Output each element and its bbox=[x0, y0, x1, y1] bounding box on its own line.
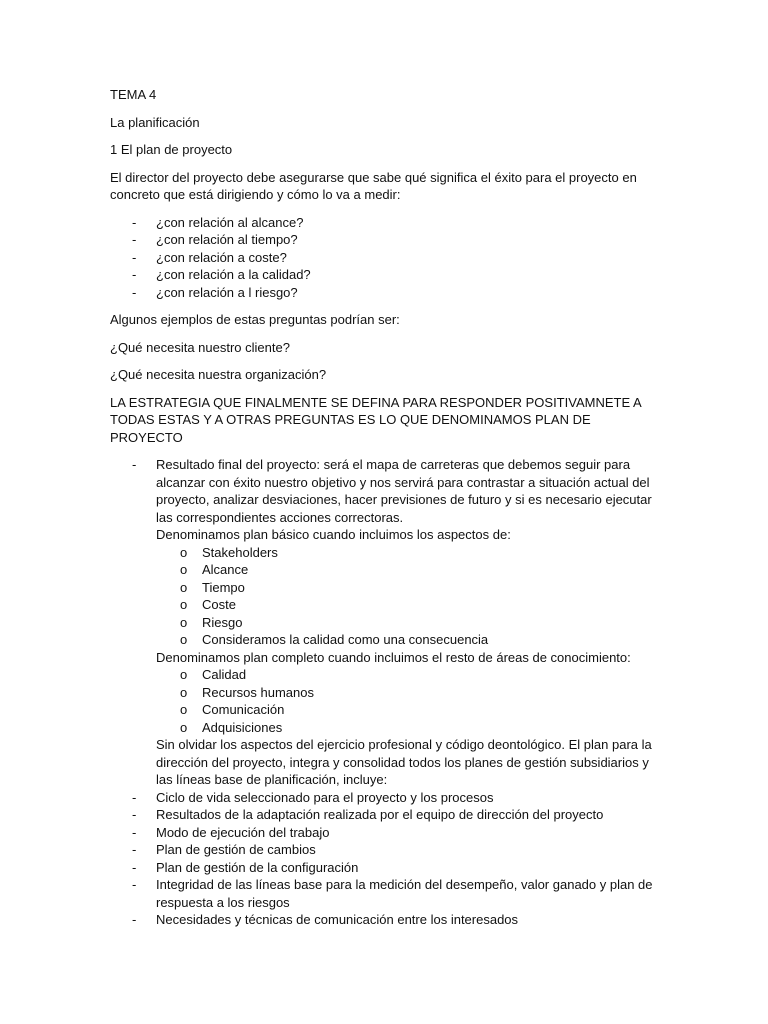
list-item bbox=[156, 579, 655, 597]
list-item-text: Alcance bbox=[202, 562, 249, 577]
list-item-text: Necesidades y técnicas de comunicación entre los interesados bbox=[156, 912, 519, 927]
circle-bullet: o bbox=[180, 562, 188, 577]
list-item bbox=[110, 841, 655, 859]
circle-bullet: o bbox=[180, 614, 188, 630]
intro-paragraph: El director del proyecto debe asegurarse que sabe qué significa el éxito para el proyecto en concreto que está dirigiendo y cómo lo va a medir: bbox=[110, 169, 637, 202]
list-item bbox=[156, 631, 655, 649]
list-item bbox=[156, 666, 655, 684]
list-item-text: Tiempo bbox=[202, 579, 245, 595]
section-heading: 1 El plan de proyecto bbox=[110, 142, 233, 157]
list-item-text: Resultados de la adaptación realizada por el equipo de dirección del proyecto bbox=[156, 807, 604, 822]
list-item-text: Calidad bbox=[202, 667, 247, 682]
dash-bullet: - bbox=[132, 232, 137, 247]
list-item-text: Modo de ejecución del trabajo bbox=[156, 824, 330, 840]
basic-plan-list bbox=[156, 544, 655, 649]
dash-bullet: - bbox=[132, 842, 137, 857]
complete-plan-intro: Denominamos plan completo cuando incluimos el resto de áreas de conocimiento: bbox=[156, 649, 631, 665]
circle-bullet: o bbox=[180, 684, 188, 700]
dash-bullet: - bbox=[132, 284, 137, 300]
list-item bbox=[110, 789, 655, 807]
list-item bbox=[110, 249, 655, 267]
question-text: ¿con relación al tiempo? bbox=[156, 232, 298, 247]
list-item bbox=[110, 284, 655, 302]
dash-bullet: - bbox=[132, 824, 137, 840]
list-item-text: Consideramos la calidad como una consecuencia bbox=[202, 632, 489, 647]
list-item bbox=[156, 596, 655, 614]
question-text: ¿con relación a coste? bbox=[156, 249, 287, 265]
circle-bullet: o bbox=[180, 597, 188, 612]
plan-details-list bbox=[110, 456, 655, 929]
list-item-text: Coste bbox=[202, 597, 236, 612]
list-item bbox=[110, 824, 655, 842]
list-item bbox=[156, 684, 655, 702]
strategy-paragraph: LA ESTRATEGIA QUE FINALMENTE SE DEFINA PARA RESPONDER POSITIVAMNETE A TODAS ESTAS Y A OTRAS PREGUNTAS ES LO QUE DENOMINAMOS PLAN DE PROYECTO bbox=[110, 394, 641, 445]
list-item-text: Plan de gestión de cambios bbox=[156, 842, 316, 857]
list-item bbox=[156, 614, 655, 632]
dash-bullet: - bbox=[132, 249, 137, 265]
question-text: ¿con relación a la calidad? bbox=[156, 267, 311, 282]
result-paragraph: Resultado final del proyecto: será el mapa de carreteras que debemos seguir para alcanzar con éxito nuestro objetivo y nos servirá para contrastar a situación actual del proyecto, analizar desviaciones, hacer previsiones de futuro y si es necesario ejecutar las correspondientes acciones correctoras. bbox=[156, 457, 652, 525]
examples-intro: Algunos ejemplos de estas preguntas podrían ser: bbox=[110, 312, 400, 327]
list-item bbox=[156, 701, 655, 719]
question-text: ¿con relación al alcance? bbox=[156, 214, 304, 230]
closing-paragraph: Sin olvidar los aspectos del ejercicio profesional y código deontológico. El plan para la dirección del proyecto, integra y consolidad todos los planes de gestión subsidiarios y las líneas base de planificación, incluye: bbox=[156, 737, 652, 787]
questions-list bbox=[110, 214, 655, 302]
complete-plan-list bbox=[156, 666, 655, 736]
list-item bbox=[110, 911, 655, 929]
dash-bullet: - bbox=[132, 267, 137, 282]
list-item-text: Ciclo de vida seleccionado para el proyecto y los procesos bbox=[156, 789, 494, 805]
circle-bullet: o bbox=[180, 719, 188, 735]
dash-bullet: - bbox=[132, 912, 137, 927]
circle-bullet: o bbox=[180, 544, 188, 560]
list-item-text: Recursos humanos bbox=[202, 684, 314, 700]
list-item-text: Adquisiciones bbox=[202, 719, 283, 735]
list-item bbox=[110, 266, 655, 284]
list-item bbox=[110, 859, 655, 877]
doc-subtitle: La planificación bbox=[110, 114, 200, 130]
list-item-text: Stakeholders bbox=[202, 544, 278, 560]
circle-bullet: o bbox=[180, 667, 188, 682]
document-content bbox=[110, 86, 655, 939]
list-item-text: Integridad de las líneas base para la medición del desempeño, valor ganado y plan de respuesta a los riesgos bbox=[156, 877, 653, 910]
dash-bullet: - bbox=[132, 859, 137, 875]
dash-bullet: - bbox=[132, 789, 137, 805]
list-item bbox=[156, 561, 655, 579]
example-question-2: ¿Qué necesita nuestra organización? bbox=[110, 367, 327, 382]
list-item bbox=[110, 456, 655, 789]
doc-title: TEMA 4 bbox=[110, 87, 157, 102]
basic-plan-intro: Denominamos plan básico cuando incluimos los aspectos de: bbox=[156, 527, 511, 542]
list-item bbox=[110, 231, 655, 249]
list-item bbox=[110, 806, 655, 824]
circle-bullet: o bbox=[180, 579, 188, 595]
circle-bullet: o bbox=[180, 702, 188, 717]
dash-bullet: - bbox=[132, 214, 137, 230]
list-item bbox=[156, 544, 655, 562]
list-item-text: Riesgo bbox=[202, 614, 243, 630]
dash-bullet: - bbox=[132, 807, 137, 822]
list-item bbox=[110, 214, 655, 232]
circle-bullet: o bbox=[180, 632, 188, 647]
list-item bbox=[156, 719, 655, 737]
list-item-text: Plan de gestión de la configuración bbox=[156, 859, 359, 875]
question-text: ¿con relación a l riesgo? bbox=[156, 284, 298, 300]
example-question-1: ¿Qué necesita nuestro cliente? bbox=[110, 339, 290, 355]
dash-bullet: - bbox=[132, 877, 137, 892]
dash-bullet: - bbox=[132, 457, 137, 472]
list-item bbox=[110, 876, 655, 911]
list-item-text: Comunicación bbox=[202, 702, 285, 717]
